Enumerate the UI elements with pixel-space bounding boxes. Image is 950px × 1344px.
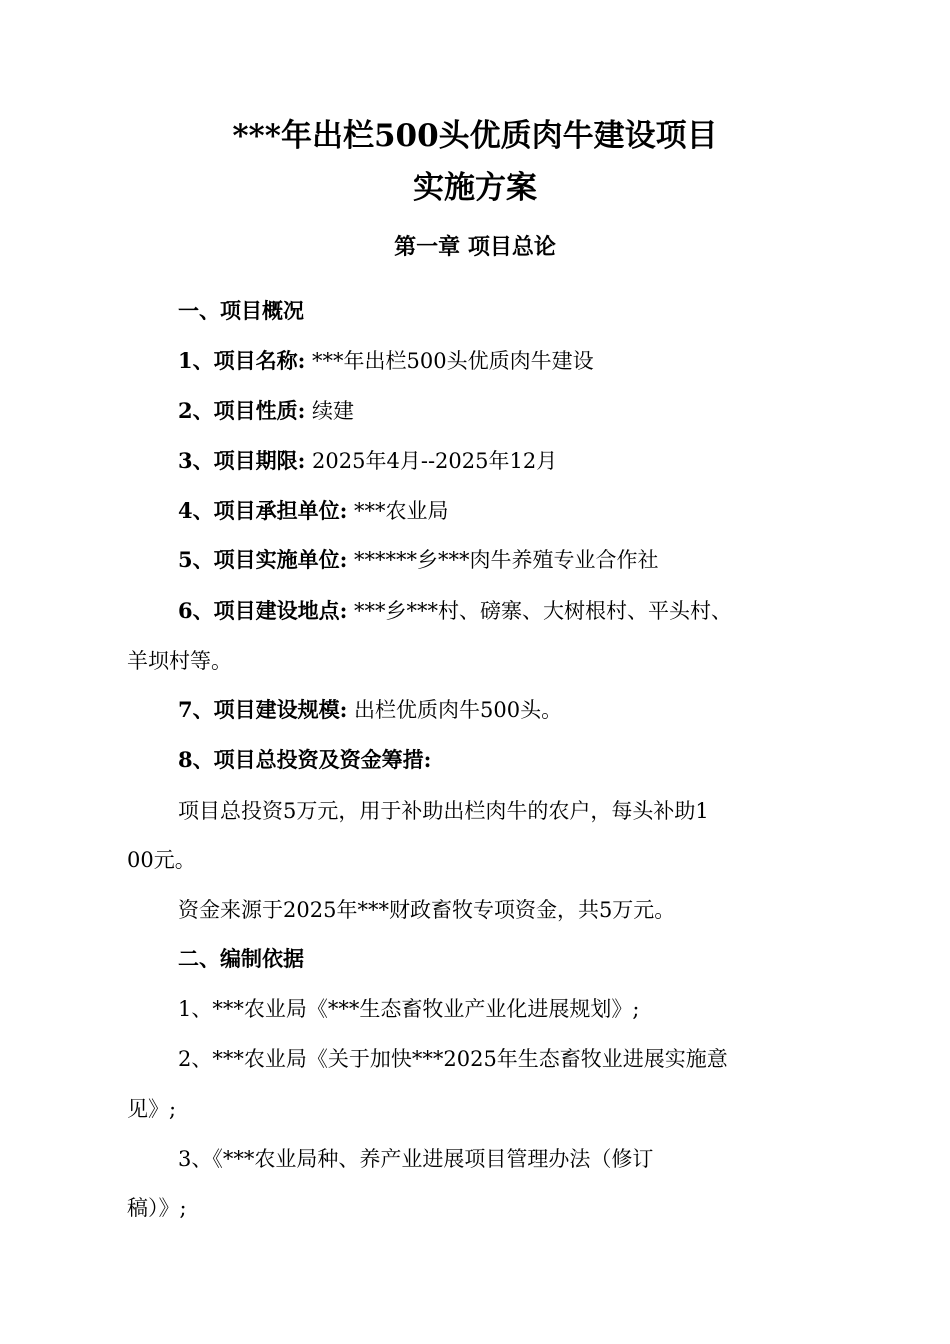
item-value: ******乡***肉牛养殖专业合作社 [347, 548, 659, 572]
item-project-nature [178, 396, 354, 426]
item-label: 5、项目实施单位: [178, 547, 348, 572]
item-project-name [178, 346, 594, 376]
basis-item-2: 2、***农业局《关于加快***2025年生态畜牧业进展实施意 [178, 1047, 728, 1071]
item-label: 6、项目建设地点: [178, 598, 348, 623]
investment-paragraph-1-continued: 00元。 [127, 848, 196, 872]
item-construction-site-continued: 羊坝村等。 [127, 649, 232, 673]
section-heading-basis: 二、编制依据 [178, 946, 304, 971]
item-label: 2、项目性质: [178, 398, 306, 423]
item-value: 出栏优质肉牛500头。 [347, 698, 563, 722]
item-label: 3、项目期限: [178, 448, 306, 473]
item-label: 7、项目建设规模: [178, 697, 348, 722]
section-heading-overview: 一、项目概况 [178, 298, 304, 323]
chapter-heading: 第一章 项目总论 [394, 234, 556, 260]
item-undertaking-unit [178, 496, 449, 526]
document-title-line-1: ***年出栏500头优质肉牛建设项目 [232, 118, 718, 154]
basis-item-3-continued: 稿）》; [127, 1196, 187, 1220]
item-value: 续建 [305, 399, 355, 423]
item-total-investment [178, 745, 431, 775]
item-implementing-unit [178, 545, 659, 575]
item-value: ***年出栏500头优质肉牛建设 [305, 349, 594, 373]
item-label: 8、项目总投资及资金筹措: [178, 747, 432, 772]
item-project-period [178, 446, 557, 476]
item-construction-site [178, 596, 732, 626]
investment-paragraph-1: 项目总投资5万元，用于补助出栏肉牛的农户，每头补助1 [178, 799, 709, 823]
item-label: 4、项目承担单位: [178, 498, 348, 523]
item-value: ***乡***村、磅寨、大树根村、平头村、 [347, 599, 733, 623]
item-value: 2025年4月--2025年12月 [305, 449, 558, 473]
item-value: ***农业局 [347, 499, 449, 523]
item-label: 1、项目名称: [178, 348, 306, 373]
document-title-line-2: 实施方案 [413, 170, 537, 206]
basis-item-2-continued: 见》; [127, 1097, 177, 1121]
basis-item-3: 3、《***农业局种、养产业进展项目管理办法（修订 [178, 1147, 654, 1171]
investment-paragraph-2: 资金来源于2025年***财政畜牧专项资金，共5万元。 [178, 898, 676, 922]
basis-item-1: 1、***农业局《***生态畜牧业产业化进展规划》; [178, 997, 640, 1021]
item-construction-scale [178, 695, 562, 725]
